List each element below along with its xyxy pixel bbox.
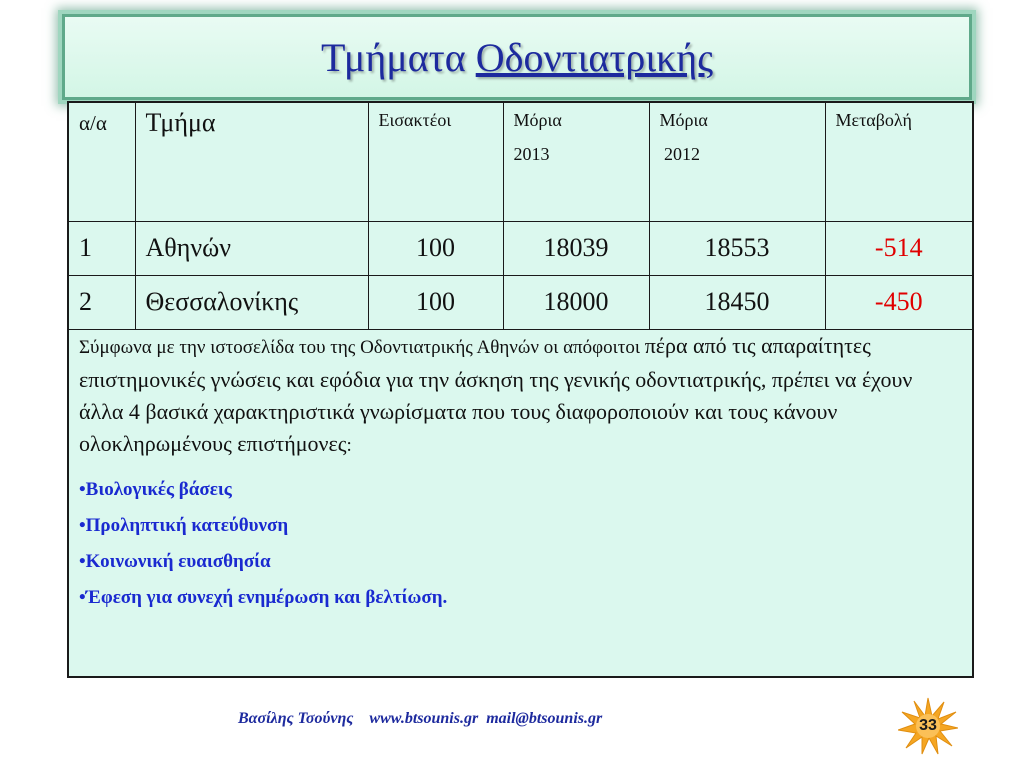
list-item: •Κοινωνική ευαισθησία — [79, 551, 271, 572]
header-aa: α/α — [68, 102, 135, 222]
cell-dept: Αθηνών — [135, 222, 368, 276]
list-item: •Προληπτική κατεύθυνση — [79, 515, 289, 536]
title-part1: Τμήματα — [320, 34, 466, 80]
cell-points-2013: 18039 — [503, 222, 649, 276]
table-row — [68, 222, 973, 276]
slide-title — [321, 34, 713, 81]
header-points-2012: Μόρια 2012 — [649, 102, 825, 222]
header-change: Μεταβολή — [825, 102, 973, 222]
page-number: 33 — [919, 717, 937, 734]
footer-author: Βασίλης Τσούνης — [238, 710, 354, 727]
header-admitted: Εισακτέοι — [368, 102, 503, 222]
data-table — [67, 101, 974, 678]
list-item: •Βιολογικές βάσεις — [79, 479, 232, 500]
cell-dept: Θεσσαλονίκης — [135, 276, 368, 330]
header-points-2013: Μόρια 2013 — [503, 102, 649, 222]
table-header-row — [68, 102, 973, 222]
cell-change: -514 — [825, 222, 973, 276]
slide-title-box — [62, 14, 972, 100]
cell-aa: 1 — [68, 222, 135, 276]
footer-email[interactable]: mail@btsounis.gr — [486, 710, 603, 727]
cell-points-2012: 18450 — [649, 276, 825, 330]
cell-admitted: 100 — [368, 222, 503, 276]
note-paragraph: Σύμφωνα με την ιστοσελίδα του της Οδοντιατρικής Αθηνών οι απόφοιτοι πέρα από τις απαραίτητες επιστημονικές γνώσεις και εφόδια για την άσκηση της γενικής οδοντιατρικής, πρέπει να έχουν άλλα 4 βασικά χαρακτηριστικά γνωρίσματα που τους διαφοροποιούν και τους κάνουν ολοκληρωμένους επιστήμονες: — [79, 333, 913, 456]
cell-points-2013: 18000 — [503, 276, 649, 330]
note-cell — [68, 330, 973, 678]
footer-website[interactable]: www.btsounis.gr — [369, 710, 479, 727]
list-item: •Έφεση για συνεχή ενημέρωση και βελτίωση. — [79, 587, 448, 608]
table-row — [68, 276, 973, 330]
header-dept: Τμήμα — [135, 102, 368, 222]
footer — [238, 710, 602, 728]
title-part2: Οδοντιατρικής — [475, 34, 714, 80]
bullet-list — [79, 472, 962, 616]
cell-change: -450 — [825, 276, 973, 330]
note-row — [68, 330, 973, 678]
cell-aa: 2 — [68, 276, 135, 330]
cell-admitted: 100 — [368, 276, 503, 330]
cell-points-2012: 18553 — [649, 222, 825, 276]
